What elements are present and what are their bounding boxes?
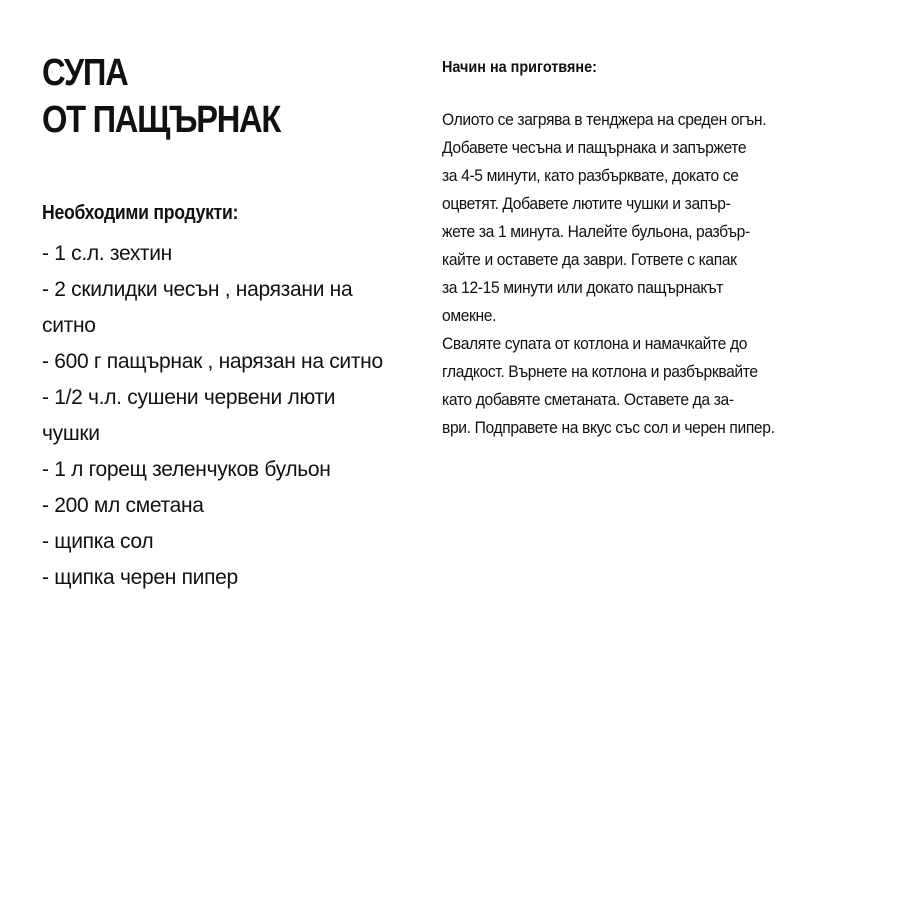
method-line: жете за 1 минута. Налейте бульона, разбър- — [442, 222, 750, 241]
method-line: кайте и оставете да заври. Гответе с капак — [442, 250, 737, 269]
ingredient-item: - 2 скилидки чесън , нарязани на ситно — [42, 278, 353, 337]
method-line: като добавяте сметаната. Оставете да за- — [442, 390, 734, 409]
ingredient-item: - щипка сол — [42, 530, 154, 553]
method-line: оцветят. Добавете лютите чушки и запър- — [442, 194, 731, 213]
recipe-title — [42, 50, 352, 144]
ingredient-item: - щипка черен пипер — [42, 566, 238, 589]
method-text — [442, 106, 828, 442]
ingredient-item: - 1 с.л. зехтин — [42, 242, 172, 265]
method-line: Олиото се загрява в тенджера на среден огън. — [442, 110, 767, 129]
method-line: Добавете чесъна и пащърнака и запържете — [442, 138, 747, 157]
recipe-title-line-1: СУПА — [42, 52, 128, 94]
ingredient-item: - 1 л горещ зеленчуков бульон — [42, 458, 331, 481]
method-line: гладкост. Върнете на котлона и разбърквайте — [442, 362, 758, 381]
ingredient-item: - 600 г пащърнак , нарязан на ситно — [42, 350, 383, 373]
method-line: Сваляте супата от котлона и намачкайте до — [442, 334, 748, 353]
method-line: за 4-5 минути, като разбърквате, докато се — [442, 166, 739, 185]
method-section — [442, 56, 862, 442]
ingredients-list — [42, 236, 422, 596]
ingredient-item: - 1/2 ч.л. сушени червени люти чушки — [42, 386, 336, 445]
ingredients-heading: Необходими продукти: — [42, 202, 239, 224]
ingredient-item: - 200 мл сметана — [42, 494, 204, 517]
recipe-title-line-2: ОТ ПАЩЪРНАК — [42, 99, 281, 141]
method-line: ври. Подправете на вкус със сол и черен пипер. — [442, 418, 775, 437]
method-line: омекне. — [442, 306, 497, 325]
ingredients-section — [42, 198, 422, 596]
method-line: за 12-15 минути или докато пащърнакът — [442, 278, 724, 297]
method-heading: Начин на приготвяне: — [442, 59, 597, 76]
